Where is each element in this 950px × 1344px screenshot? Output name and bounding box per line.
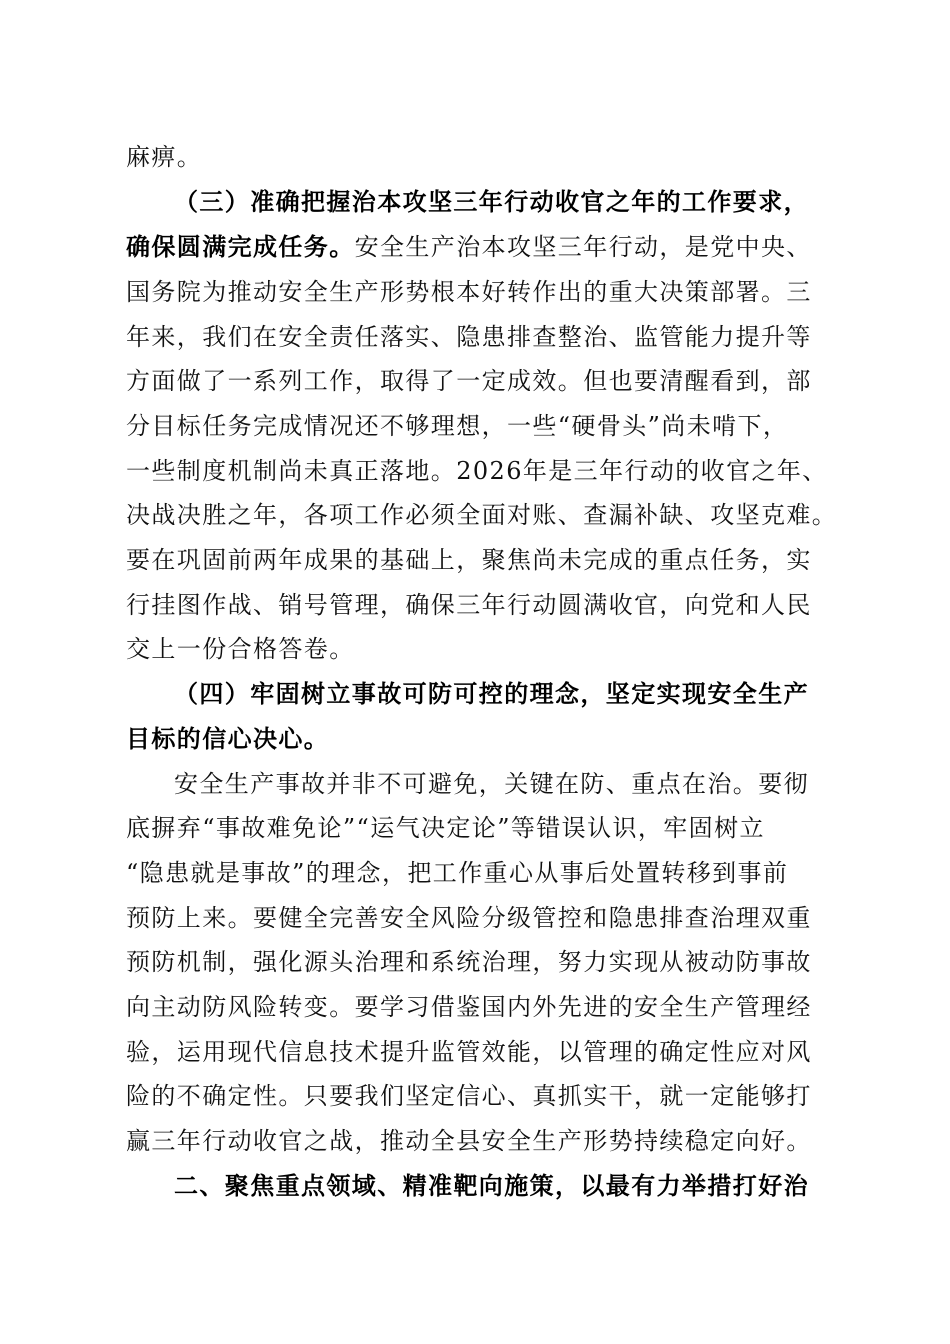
text-line: 分目标任务完成情况还不够理想，一些“硬骨头”尚未啃下， (126, 412, 789, 440)
text-line: 要在巩固前两年成果的基础上，聚焦尚未完成的重点任务，实 (126, 546, 812, 574)
text-line: 底摒弃“事故难免论”“运气决定论”等错误认识，牢固树立 (126, 814, 765, 842)
text-line: 交上一份合格答卷。 (126, 635, 355, 663)
text-line: 验，运用现代信息技术提升监管效能，以管理的确定性应对风 (126, 1038, 812, 1066)
text-line: 决战决胜之年，各项工作必须全面对账、查漏补缺、攻坚克难。 (126, 501, 838, 529)
section-heading: （三）准确把握治本攻坚三年行动收官之年的工作要求， (174, 187, 809, 216)
paragraph-text: 安全生产治本攻坚三年行动，是党中央、 (354, 233, 812, 261)
text-line: 预防机制，强化源头治理和系统治理，努力实现从被动防事故 (126, 948, 812, 976)
section-heading-continued: 确保圆满完成任务。 (126, 232, 355, 261)
text-line: 一些制度机制尚未真正落地。2026年是三年行动的收官之年、 (126, 457, 828, 485)
text-line: 方面做了一系列工作，取得了一定成效。但也要清醒看到，部 (126, 367, 812, 395)
text-line: 麻痹。 (126, 143, 203, 171)
text-line: 向主动防风险转变。要学习借鉴国内外先进的安全生产管理经 (126, 993, 812, 1021)
text-line (126, 232, 812, 262)
text-line: 行挂图作战、销号管理，确保三年行动圆满收官，向党和人民 (126, 591, 812, 619)
paragraph-first-line: 安全生产事故并非不可避免，关键在防、重点在治。要彻 (174, 770, 809, 798)
section-heading: 目标的信心决心。 (126, 724, 330, 753)
chapter-heading: 二、聚焦重点领域、精准靶向施策，以最有力举措打好治 (174, 1171, 809, 1200)
text-line: 年来，我们在安全责任落实、隐患排查整治、监管能力提升等 (126, 323, 812, 351)
text-line: 预防上来。要健全完善安全风险分级管控和隐患排查治理双重 (126, 904, 812, 932)
text-line: 国务院为推动安全生产形势根本好转作出的重大决策部署。三 (126, 278, 812, 306)
text-line: 险的不确定性。只要我们坚定信心、真抓实干，就一定能够打 (126, 1082, 812, 1110)
text-line: 赢三年行动收官之战，推动全县安全生产形势持续稳定向好。 (126, 1127, 812, 1155)
section-heading: （四）牢固树立事故可防可控的理念，坚定实现安全生产 (174, 679, 809, 708)
text-line: “隐患就是事故”的理念，把工作重心从事后处置转移到事前 (126, 859, 789, 887)
